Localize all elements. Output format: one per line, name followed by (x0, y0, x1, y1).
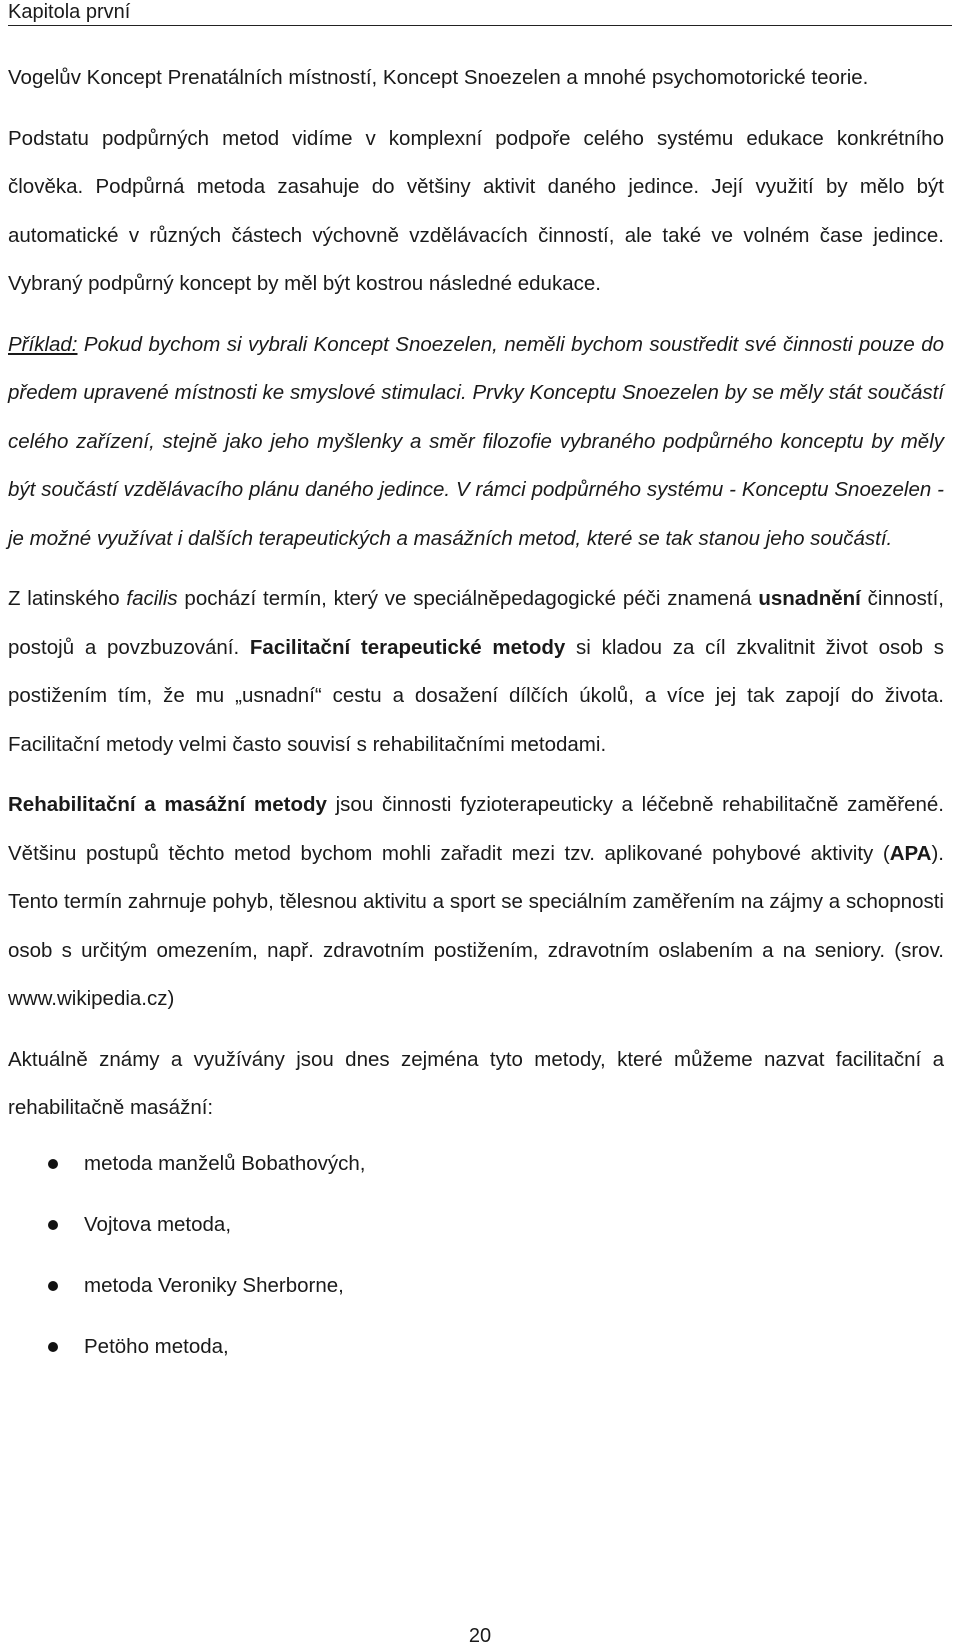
bullet-icon (48, 1159, 58, 1169)
term-facilis: facilis (126, 587, 178, 610)
bullet-icon (48, 1342, 58, 1352)
list-item (8, 1332, 944, 1362)
list-item (8, 1210, 944, 1240)
paragraph-methods-intro: Aktuálně známy a využívány jsou dnes zejména tyto metody, které můžeme nazvat facilitační a rehabilitačně masážní: (8, 1047, 944, 1119)
term-apa: APA (889, 841, 932, 865)
text-run: Z latinského (8, 587, 127, 610)
paragraph-1: Vogelův Koncept Prenatálních místností, Koncept Snoezelen a mnohé psychomotorické teorie. (8, 66, 869, 89)
bullet-icon (48, 1281, 58, 1291)
text-run: ). Tento termín zahrnuje pohyb, tělesnou aktivitu a sport se speciálním zaměřením na zájmy a schopnosti osob s určitým omezením, např. zdravotním postižením, zdravotním oslabením a na seniory. (srov. www.wikipedia.cz) (8, 841, 944, 1010)
bullet-icon (48, 1220, 58, 1230)
text-run: činností, postojů a povzbuzování. (8, 587, 944, 659)
text-run: si kladou za cíl zkvalitnit život osob s postižením tím, že mu „usnadní“ cestu a dosažení dílčích úkolů, a více jej tak zapojí do života. Facilitační metody velmi často souvisí s rehabilitačními metodami. (8, 635, 945, 756)
list-item-text: Petöho metoda, (84, 1334, 229, 1358)
text-run: pochází termín, který ve speciálněpedagogické péči znamená (177, 587, 759, 610)
list-item (8, 1271, 944, 1301)
term-rehab-methods: Rehabilitační a masážní metody (8, 793, 327, 816)
paragraph-2: Podstatu podpůrných metod vidíme v komplexní podpoře celého systému edukace konkrétního člověka. Podpůrná metoda zasahuje do většiny aktivit daného jedince. Její využití by mělo být automatické v různých částech výchovně vzdělávacích činností, ale také ve volném čase jedince. Vybraný podpůrný koncept by měl být kostrou následné edukace. (8, 126, 944, 295)
list-item-text: Vojtova metoda, (84, 1212, 232, 1236)
term-facilitation-methods: Facilitační terapeutické metody (249, 635, 566, 659)
example-label: Příklad: (8, 332, 78, 356)
chapter-header (8, 0, 952, 26)
list-item-text: metoda Veroniky Sherborne, (84, 1273, 344, 1297)
paragraph-example (8, 321, 944, 564)
list-item (8, 1149, 944, 1179)
paragraph-facilitation (8, 575, 944, 769)
paragraph-rehabilitation (8, 781, 944, 1024)
list-item-text: metoda manželů Bobathových, (84, 1151, 366, 1175)
page-number: 20 (468, 1625, 492, 1647)
text-run: jsou činnosti fyzioterapeuticky a léčebně rehabilitačně zaměřené. Většinu postupů těchto metod bychom mohli zařadit mezi tzv. aplikované pohybové aktivity ( (8, 793, 944, 865)
term-usnadneni: usnadnění (758, 587, 861, 610)
body-text (8, 54, 944, 1393)
example-text: Pokud bychom si vybrali Koncept Snoezelen, neměli bychom soustředit své činnosti pouze do předem upravené místnosti ke smyslové stimulaci. Prvky Konceptu Snoezelen by se měly stát součástí celého zařízení, stejně jako jeho myšlenky a směr filozofie vybraného podpůrného konceptu by měly být součástí vzdělávacího plánu daného jedince. V rámci podpůrného systému - Konceptu Snoezelen - je možné využívat i dalších terapeutických a masážních metod, které se tak stanou jeho součástí. (8, 332, 944, 550)
chapter-title: Kapitola první (8, 1, 131, 23)
methods-list (8, 1149, 944, 1362)
